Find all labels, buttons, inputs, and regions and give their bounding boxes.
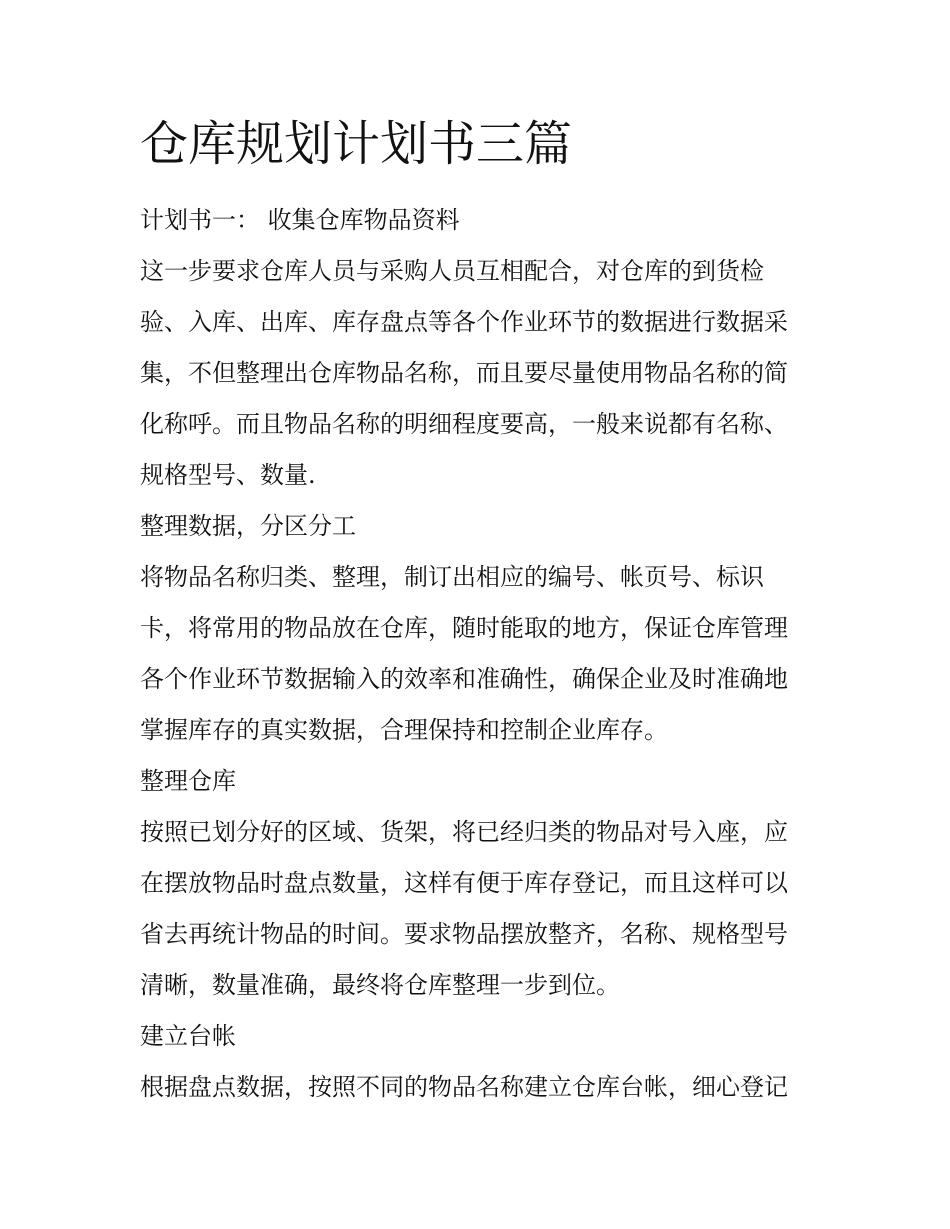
paragraph-line: 按照已划分好的区域、货架，将已经归类的物品对号入座，应 — [140, 818, 788, 846]
paragraph-line: 根据盘点数据，按照不同的物品名称建立仓库台帐，细心登记 — [140, 1073, 788, 1101]
paragraph-line: 清晰，数量准确，最终将仓库整理一步到位。 — [140, 971, 620, 999]
paragraph-line: 验、入库、出库、库存盘点等各个作业环节的数据进行数据采 — [140, 308, 788, 336]
section-heading-plan-one: 计划书一： 收集仓库物品资料 — [140, 206, 460, 234]
paragraph-line: 这一步要求仓库人员与采购人员互相配合，对仓库的到货检 — [140, 257, 764, 285]
section-heading-organize-warehouse: 整理仓库 — [140, 767, 236, 795]
paragraph-line: 在摆放物品时盘点数量，这样有便于库存登记，而且这样可以 — [140, 869, 788, 897]
section-heading-build-ledger: 建立台帐 — [140, 1022, 236, 1050]
paragraph-line: 省去再统计物品的时间。要求物品摆放整齐，名称、规格型号 — [140, 920, 788, 948]
paragraph-line: 卡，将常用的物品放在仓库，随时能取的地方，保证仓库管理 — [140, 614, 788, 642]
paragraph-line: 各个作业环节数据输入的效率和准确性，确保企业及时准确地 — [140, 665, 788, 693]
paragraph-line: 集，不但整理出仓库物品名称，而且要尽量使用物品名称的简 — [140, 359, 788, 387]
paragraph-line: 掌握库存的真实数据，合理保持和控制企业库存。 — [140, 716, 668, 744]
section-heading-organize-data: 整理数据，分区分工 — [140, 512, 356, 540]
document-title: 仓库规划计划书三篇 — [140, 116, 573, 172]
paragraph-line: 化称呼。而且物品名称的明细程度要高，一般来说都有名称、 — [140, 410, 788, 438]
paragraph-line: 规格型号、数量. — [140, 461, 316, 489]
paragraph-line: 将物品名称归类、整理，制订出相应的编号、帐页号、标识 — [140, 563, 764, 591]
